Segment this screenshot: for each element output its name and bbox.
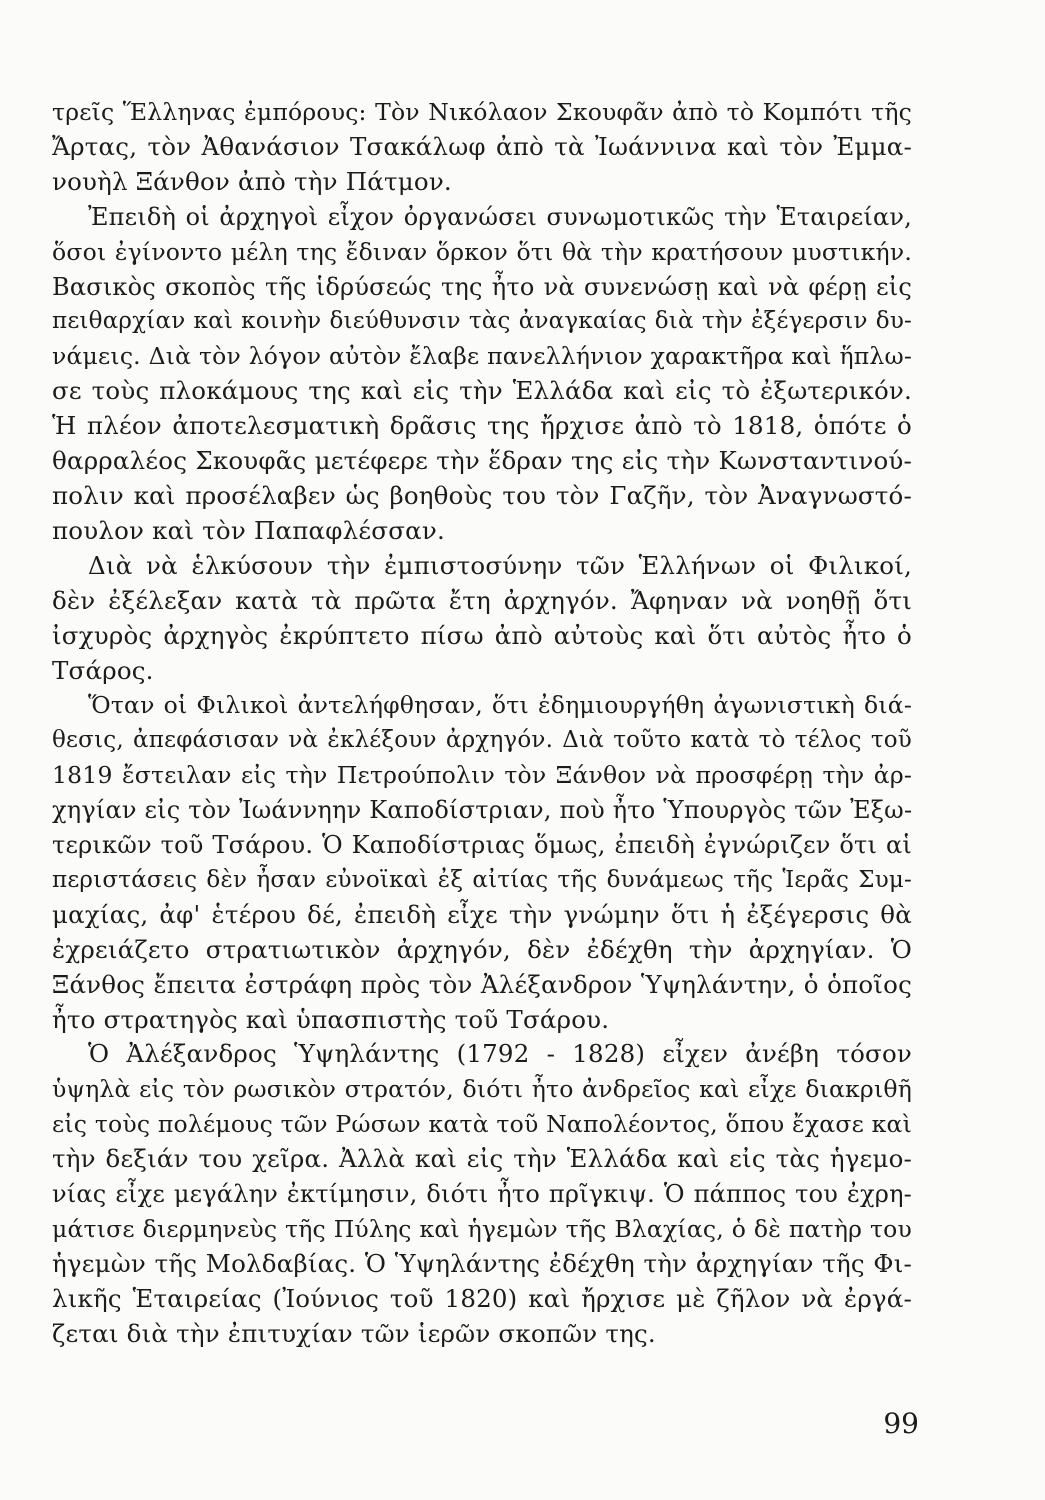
text-line: Ὅταν οἱ Φιλικοὶ ἀντελήφθησαν, ὅτι ἐδημιουργήθη ἀγωνιστικὴ διά- [88,691,912,720]
text-line: Ἐπειδὴ οἱ ἀρχηγοὶ εἶχον ὀργανώσει συνωμοτικῶς τὴν Ἑταιρείαν, [88,202,912,231]
text-line: ἦτο στρατηγὸς καὶ ὑπασπιστὴς τοῦ Τσάρου. [52,1004,610,1034]
text-line: Τσάρος. [52,655,154,685]
text-line: 1819 ἔστειλαν εἰς τὴν Πετρούπολιν τὸν Ξάνθον νὰ προσφέρῃ τὴν ἀρ- [52,761,912,790]
text-line: εἰς τοὺς πολέμους τῶν Ρώσων κατὰ τοῦ Ναπολέοντος, ὅπου ἔχασε καὶ [52,1110,912,1139]
text-line: Ὁ Ἀλέξανδρος Ὑψηλάντης (1792 - 1828) εἶχεν ἀνέβη τόσον [88,1039,912,1069]
body-text [52,95,912,1352]
text-line: πουλον καὶ τὸν Παπαφλέσσαν. [52,515,445,545]
text-line: Ἄρτας, τὸν Ἀθανάσιον Τσακάλωφ ἀπὸ τὰ Ἰωάννινα καὶ τὸν Ἐμμα- [52,131,912,161]
text-line: ἰσχυρὸς ἀρχηγὸς ἐκρύπτετο πίσω ἀπὸ αὐτοὺς καὶ ὅτι αὐτὸς ἦτο ὁ [52,620,912,650]
text-line: πειθαρχίαν καὶ κοινὴν διεύθυνσιν τὰς ἀναγκαίας διὰ τὴν ἐξέγερσιν δυ- [52,308,912,335]
text-line: μάτισε διερμηνεὺς τῆς Πύλης καὶ ἡγεμὼν τῆς Βλαχίας, ὁ δὲ πατὴρ του [52,1215,912,1243]
text-line: περιστάσεις δὲν ἦσαν εὐνοϊκαὶ ἐξ αἰτίας τῆς δυνάμεως τῆς Ἱερᾶς Συμ- [52,866,912,893]
text-line: Διὰ νὰ ἑλκύσουν τὴν ἐμπιστοσύνην τῶν Ἑλλήνων οἱ Φιλικοί, [88,550,912,580]
text-line: νίας εἶχε μεγάλην ἐκτίμησιν, διότι ἦτο πρῖγκιψ. Ὁ πάππος του ἐχρη- [52,1180,912,1209]
text-line: Ἡ πλέον ἀποτελεσματικὴ δρᾶσις της ἤρχισε ἀπὸ τὸ 1818, ὁπότε ὁ [52,411,912,441]
text-line: λικῆς Ἑταιρείας (Ἰούνιος τοῦ 1820) καὶ ἤρχισε μὲ ζῆλον νὰ ἐργά- [52,1283,912,1313]
text-line: νουὴλ Ξάνθον ἀπὸ τὴν Πάτμον. [52,166,452,196]
text-line: Ξάνθος ἔπειτα ἐστράφη πρὸς τὸν Ἀλέξανδρον Ὑψηλάντην, ὁ ὁποῖος [52,969,912,999]
page-number: 99 [883,1407,919,1440]
text-line: σε τοὺς πλοκάμους της καὶ εἰς τὴν Ἑλλάδα καὶ εἰς τὸ ἐξωτερικόν. [52,376,912,406]
text-line: θαρραλέος Σκουφᾶς μετέφερε τὴν ἕδραν της εἰς τὴν Κωνσταντινού- [52,446,912,476]
text-line: ὅσοι ἐγίνοντο μέλη της ἔδιναν ὅρκον ὅτι θὰ τὴν κρατήσουν μυστικήν. [52,237,912,266]
text-line: ἐχρειάζετο στρατιωτικὸν ἀρχηγόν, δὲν ἐδέχθη τὴν ἀρχηγίαν. Ὁ [52,934,912,964]
text-line: ἡγεμὼν τῆς Μολδαβίας. Ὁ Ὑψηλάντης ἐδέχθη τὴν ἀρχηγίαν τῆς Φι- [52,1248,912,1278]
text-line: τερικῶν τοῦ Τσάρου. Ὁ Καποδίστριας ὅμως, ἐπειδὴ ἐγνώριζεν ὅτι αἱ [52,831,912,860]
text-line: πολιν καὶ προσέλαβεν ὡς βοηθοὺς του τὸν Γαζῆν, τὸν Ἀναγνωστό- [52,480,912,510]
text-line: ὑψηλὰ εἰς τὸν ρωσικὸν στρατόν, διότι ἦτο ἀνδρεῖος καὶ εἶχε διακριθῆ [52,1075,912,1104]
text-line: τὴν δεξιάν του χεῖρα. Ἀλλὰ καὶ εἰς τὴν Ἑλλάδα καὶ εἰς τὰς ἡγεμο- [52,1144,912,1174]
text-line: ζεται διὰ τὴν ἐπιτυχίαν τῶν ἱερῶν σκοπῶν της. [52,1318,656,1348]
text-line: χηγίαν εἰς τὸν Ἰωάννηην Καποδίστριαν, ποὺ ἦτο Ὑπουργὸς τῶν Ἐξω- [52,796,913,825]
text-line: τρεῖς Ἕλληνας ἐμπόρους: Τὸν Νικόλαον Σκουφᾶν ἀπὸ τὸ Κομπότι τῆς [52,98,912,126]
text-line: νάμεις. Διὰ τὸν λόγον αὐτὸν ἔλαβε πανελλήνιον χαρακτῆρα καὶ ἥπλω- [52,342,912,371]
text-line: θεσις, ἀπεφάσισαν νὰ ἐκλέξουν ἀρχηγόν. Διὰ τοῦτο κατὰ τὸ τέλος τοῦ [52,727,912,754]
text-line: Βασικὸς σκοπὸς τῆς ἱδρύσεώς της ἦτο νὰ συνενώσῃ καὶ νὰ φέρῃ εἰς [52,272,912,301]
text-line: μαχίας, ἀφ' ἑτέρου δέ, ἐπειδὴ εἶχε τὴν γνώμην ὅτι ἡ ἐξέγερσις θὰ [52,899,912,929]
text-line: δὲν ἐξέλεξαν κατὰ τὰ πρῶτα ἔτη ἀρχηγόν. Ἄφηναν νὰ νοηθῇ ὅτι [52,585,912,615]
